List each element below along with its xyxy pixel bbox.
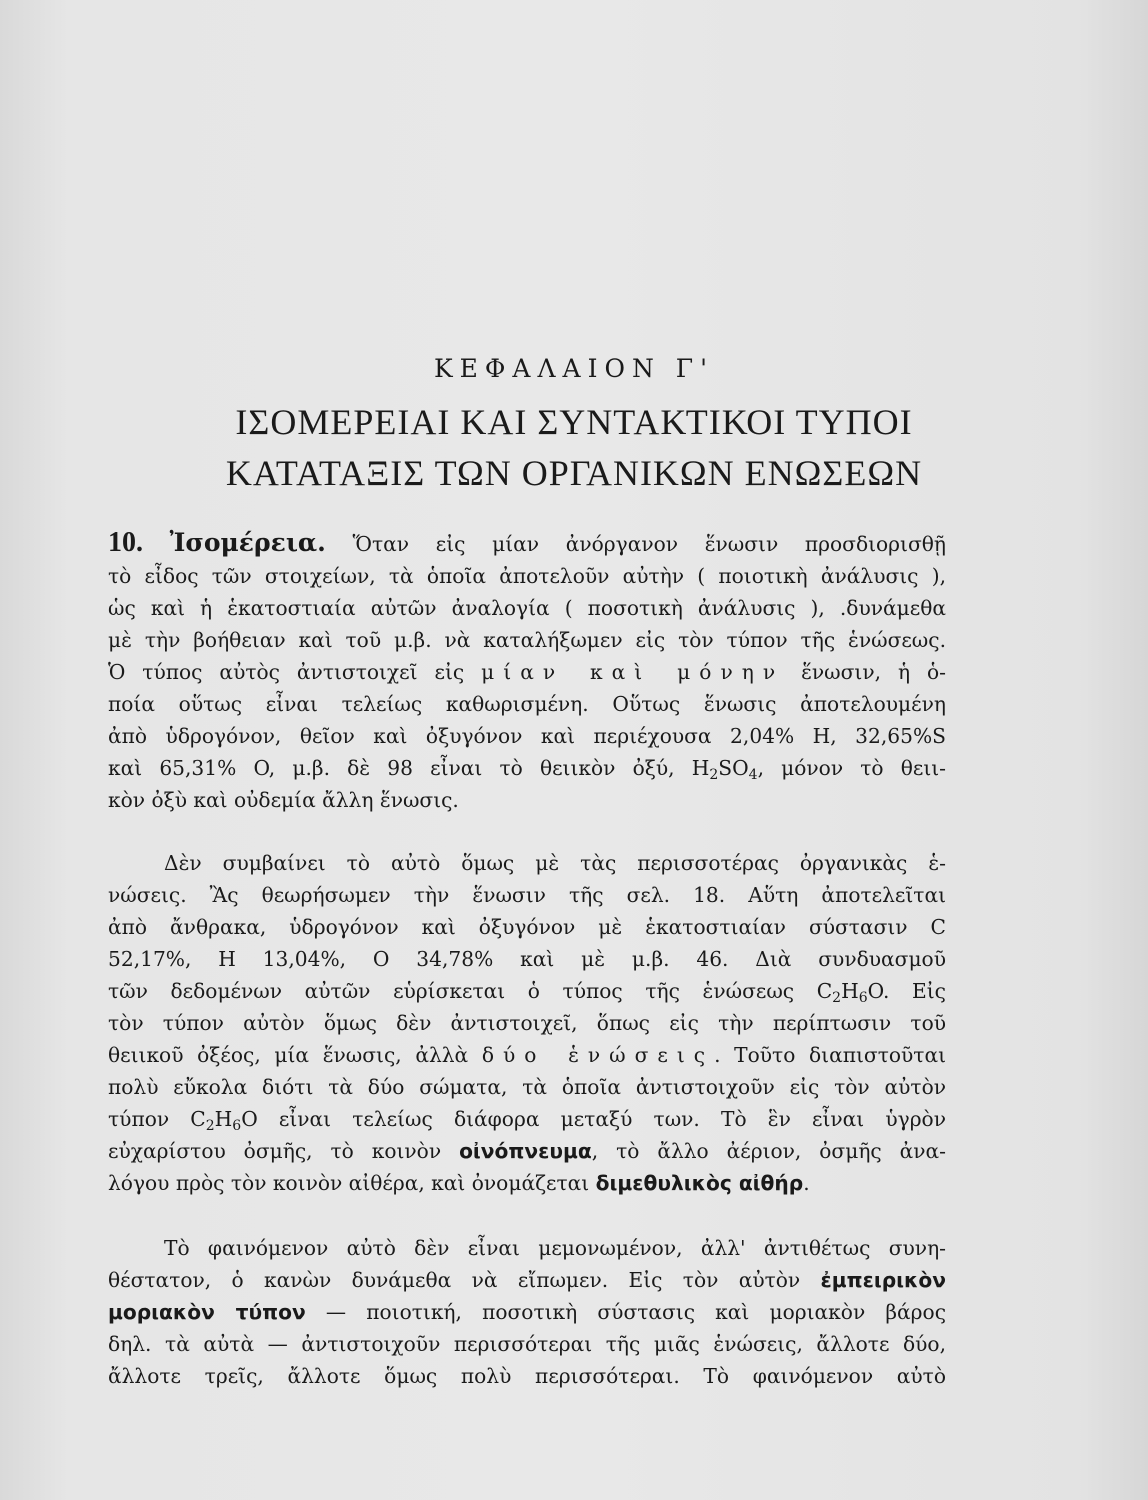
- formula-c2h6o: [816, 979, 868, 1006]
- text-fragment: ἕνωσιν, ἡ ὁ-: [801, 660, 947, 684]
- text-fragment: O εἶναι τελείως διάφορα μεταξύ των. Τὸ ἓν εἶναι ὑγρὸν: [241, 1107, 946, 1131]
- text-line: [108, 1296, 946, 1328]
- text-fragment: θειικοῦ ὀξέος, μία ἕνωσις, ἀλλὰ: [108, 1043, 469, 1067]
- term-bold: διμεθυλικὸς αἰθήρ: [595, 1171, 804, 1195]
- text-line: [108, 527, 946, 560]
- text-line: ἀπὸ ὑδρογόνον, θεῖον καὶ ὀξυγόνον καὶ περιέχουσα 2,04% H, 32,65%S: [108, 724, 946, 748]
- text-fragment: θέστατον, ὁ κανὼν δυνάμεθα νὰ εἴπωμεν. Εἰς τὸν αὐτὸν: [108, 1268, 801, 1292]
- formula-part: SO: [718, 756, 749, 780]
- formula-c2h6o: [190, 1107, 242, 1134]
- text-line: νώσεις. Ἂς θεωρήσωμεν τὴν ἕνωσιν τῆς σελ. 18. Αὕτη ἀποτελεῖται: [108, 883, 946, 907]
- text-fragment: τύπον: [108, 1107, 170, 1131]
- text-fragment: λόγου πρὸς τὸν κοινὸν αἰθέρα, καὶ ὀνομάζεται: [108, 1171, 590, 1195]
- emphasis-spaced: μίαν καὶ μόνην: [481, 660, 785, 684]
- text-fragment: , μόνον τὸ θειι-: [757, 756, 946, 780]
- text-fragment: , τὸ ἄλλο ἀέριον, ὀσμῆς ἀνα-: [591, 1139, 947, 1163]
- formula-subscript: 6: [858, 990, 868, 1006]
- text-line: [108, 752, 946, 784]
- term-bold: ἐμπειρικὸν: [820, 1268, 946, 1292]
- text-line: [108, 1039, 946, 1071]
- text-fragment: . Τοῦτο διαπιστοῦται: [714, 1043, 947, 1067]
- paragraph-isomerism-intro: [108, 527, 946, 816]
- term-bold: μοριακὸν τύπον: [108, 1300, 306, 1324]
- text-line: τὸ εἶδος τῶν στοιχείων, τὰ ὁποῖα ἀποτελοῦν αὐτὴν ( ποιοτικὴ ἀνάλυσις ),: [108, 564, 946, 588]
- text-line: Τὸ φαινόμενον αὐτὸ δὲν εἶναι μεμονωμένον, ἀλλ' ἀντιθέτως συνη-: [164, 1236, 946, 1260]
- term-bold: οἰνόπνευμα: [459, 1139, 592, 1163]
- text-line: ὡς καὶ ἡ ἑκατοστιαία αὐτῶν ἀναλογία ( ποσοτικὴ ἀνάλυσις ), .δυνάμεθα: [108, 596, 946, 620]
- text-line: τὸν τύπον αὐτὸν ὅμως δὲν ἀντιστοιχεῖ, ὅπως εἰς τὴν περίπτωσιν τοῦ: [108, 1011, 946, 1035]
- text-line: πολὺ εὔκολα διότι τὰ δύο σώματα, τὰ ὁποῖα ἀντιστοιχοῦν εἰς τὸν αὐτὸν: [108, 1075, 946, 1099]
- text-line: κὸν ὀξὺ καὶ οὐδεμία ἄλλη ἕνωσις.: [108, 788, 459, 812]
- formula-subscript: 6: [232, 1118, 242, 1134]
- formula-h2so4: [691, 756, 758, 783]
- formula-subscript: 2: [709, 767, 719, 783]
- text-line: δηλ. τὰ αὐτὰ — ἀντιστοιχοῦν περισσότεραι τῆς μιᾶς ἑνώσεις, ἄλλοτε δύο,: [108, 1332, 946, 1356]
- chapter-title-line-2: ΚΑΤΑΤΑΞΙΣ ΤΩΝ ΟΡΓΑΝΙΚΩΝ ΕΝΩΣΕΩΝ: [225, 453, 923, 493]
- formula-part: H: [691, 756, 710, 780]
- text-line: [108, 656, 946, 688]
- text-line: Ὅταν εἰς μίαν ἀνόργανον ἕνωσιν προσδιορισθῇ: [352, 532, 946, 556]
- text-fragment: τῶν δεδομένων αὐτῶν εὑρίσκεται ὁ τύπος τῆς ἑνώσεως: [108, 979, 795, 1003]
- text-line: [108, 1135, 946, 1167]
- chapter-label: ΚΕΦΑΛΑΙΟΝ Γ': [434, 354, 714, 383]
- text-line: ἀπὸ ἄνθρακα, ὑδρογόνον καὶ ὀξυγόνον μὲ ἑκατοστιαίαν σύστασιν C: [108, 915, 946, 939]
- text-fragment: καὶ 65,31% O, μ.β. δὲ 98 εἶναι τὸ θειικὸν ὀξύ,: [108, 756, 675, 780]
- chapter-title-line-1: ΙΣΟΜΕΡΕΙΑΙ ΚΑΙ ΣΥΝΤΑΚΤΙΚΟΙ ΤΥΠΟΙ: [235, 402, 913, 442]
- text-line: ποία οὕτως εἶναι τελείως καθωρισμένη. Οὕτως ἕνωσις ἀποτελουμένη: [108, 692, 946, 716]
- section-heading: Ἰσομέρεια.: [169, 528, 326, 557]
- formula-part: H: [214, 1107, 233, 1131]
- formula-subscript: 2: [832, 990, 842, 1006]
- text-line: μὲ τὴν βοήθειαν καὶ τοῦ μ.β. νὰ καταλήξωμεν εἰς τὸν τύπον τῆς ἑνώσεως.: [108, 628, 946, 652]
- text-line: Δὲν συμβαίνει τὸ αὐτὸ ὅμως μὲ τὰς περισσοτέρας ὀργανικὰς ἑ-: [164, 851, 946, 875]
- text-line: 52,17%, H 13,04%, O 34,78% καὶ μὲ μ.β. 46. Διὰ συνδυασμοῦ: [108, 947, 946, 971]
- text-fragment: .: [803, 1171, 810, 1195]
- text-fragment: O. Εἰς: [867, 979, 946, 1003]
- text-line: [108, 1103, 946, 1135]
- paragraph-phenomenon: [108, 1232, 946, 1392]
- formula-part: C: [816, 979, 833, 1003]
- text-line: [108, 1167, 946, 1199]
- emphasis-spaced: δύο ἑνώσεις: [481, 1043, 715, 1067]
- section-number: 10.: [108, 527, 143, 558]
- text-fragment: — ποιοτική, ποσοτικὴ σύστασις καὶ μοριακὸν βάρος: [325, 1300, 946, 1324]
- text-fragment: Ὁ τύπος αὐτὸς ἀντιστοιχεῖ εἰς: [108, 660, 465, 684]
- formula-subscript: 4: [748, 767, 758, 783]
- text-line: ἄλλοτε τρεῖς, ἄλλοτε ὅμως πολὺ περισσότεραι. Τὸ φαινόμενον αὐτὸ: [108, 1364, 946, 1388]
- text-fragment: εὐχαρίστου ὀσμῆς, τὸ κοινὸν: [108, 1139, 442, 1163]
- paragraph-ethanol-example: [108, 847, 946, 1199]
- formula-subscript: 2: [205, 1118, 215, 1134]
- text-line: [108, 1264, 946, 1296]
- text-line: [108, 975, 946, 1007]
- formula-part: C: [190, 1107, 206, 1131]
- formula-part: H: [841, 979, 859, 1003]
